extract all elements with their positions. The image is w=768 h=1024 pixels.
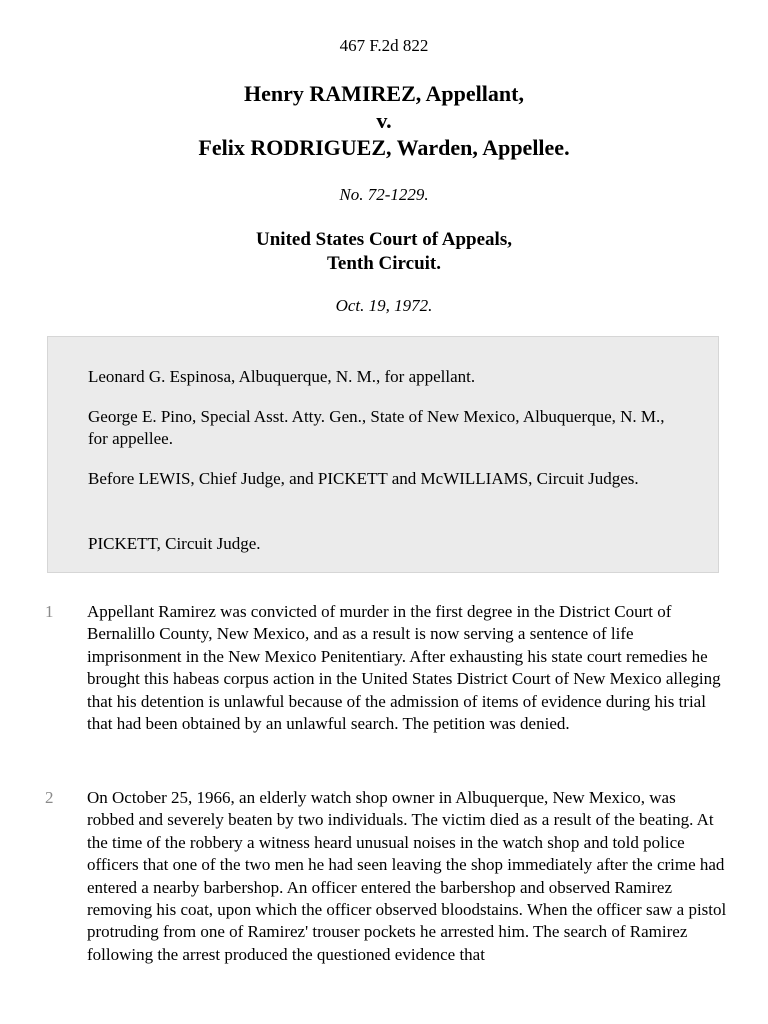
paragraph-number: 2 <box>45 788 54 807</box>
decision-date: Oct. 19, 1972. <box>335 296 433 315</box>
appellant-counsel: Leonard G. Espinosa, Albuquerque, N. M., for appellant. <box>88 367 476 386</box>
case-citation: 467 F.2d 822 <box>339 36 429 55</box>
appellee-counsel: George E. Pino, Special Asst. Atty. Gen., State of New Mexico, Albuquerque, N. M., for appellee. <box>88 407 665 448</box>
paragraph-text: Appellant Ramirez was convicted of murder in the first degree in the District Court of Bernalillo County, New Mexico, and as a result is now serving a sentence of life imprisonment in the New Mexico Penitentiary. After exhausting his state court remedies he brought this habeas corpus action in the United States District Court of New Mexico alleging that his detention is unlawful because of the admission of items of evidence during his trial that had been obtained by an unlawful search. The petition was denied. <box>87 602 721 734</box>
appellee-name: Felix RODRIGUEZ, Warden, Appellee. <box>198 135 570 160</box>
versus-label: v. <box>376 108 392 133</box>
court-name <box>0 228 768 276</box>
appellant-name: Henry RAMIREZ, Appellant, <box>244 81 524 106</box>
case-parties <box>0 80 768 161</box>
judges-panel: Before LEWIS, Chief Judge, and PICKETT and McWILLIAMS, Circuit Judges. <box>88 469 639 488</box>
court-name-line-1: United States Court of Appeals, <box>256 229 512 250</box>
opinion-author: PICKETT, Circuit Judge. <box>88 534 261 553</box>
court-name-line-2: Tenth Circuit. <box>326 253 442 274</box>
docket-number: No. 72-1229. <box>339 185 429 204</box>
counsel-box <box>47 336 719 573</box>
paragraph-number: 1 <box>45 602 54 621</box>
paragraph-text: On October 25, 1966, an elderly watch shop owner in Albuquerque, New Mexico, was robbed and severely beaten by two individuals. The victim died as a result of the beating. At the time of the robbery a witness heard unusual noises in the watch shop and told police officers that one of the two men he had seen leaving the shop immediately after the crime had entered a nearby barbershop. An officer entered the barbershop and observed Ramirez removing his coat, upon which the officer observed bloodstains. When the officer saw a pistol protruding from one of Ramirez' trouser pockets he arrested him. The search of Ramirez following the arrest produced the questioned evidence that <box>87 788 727 964</box>
